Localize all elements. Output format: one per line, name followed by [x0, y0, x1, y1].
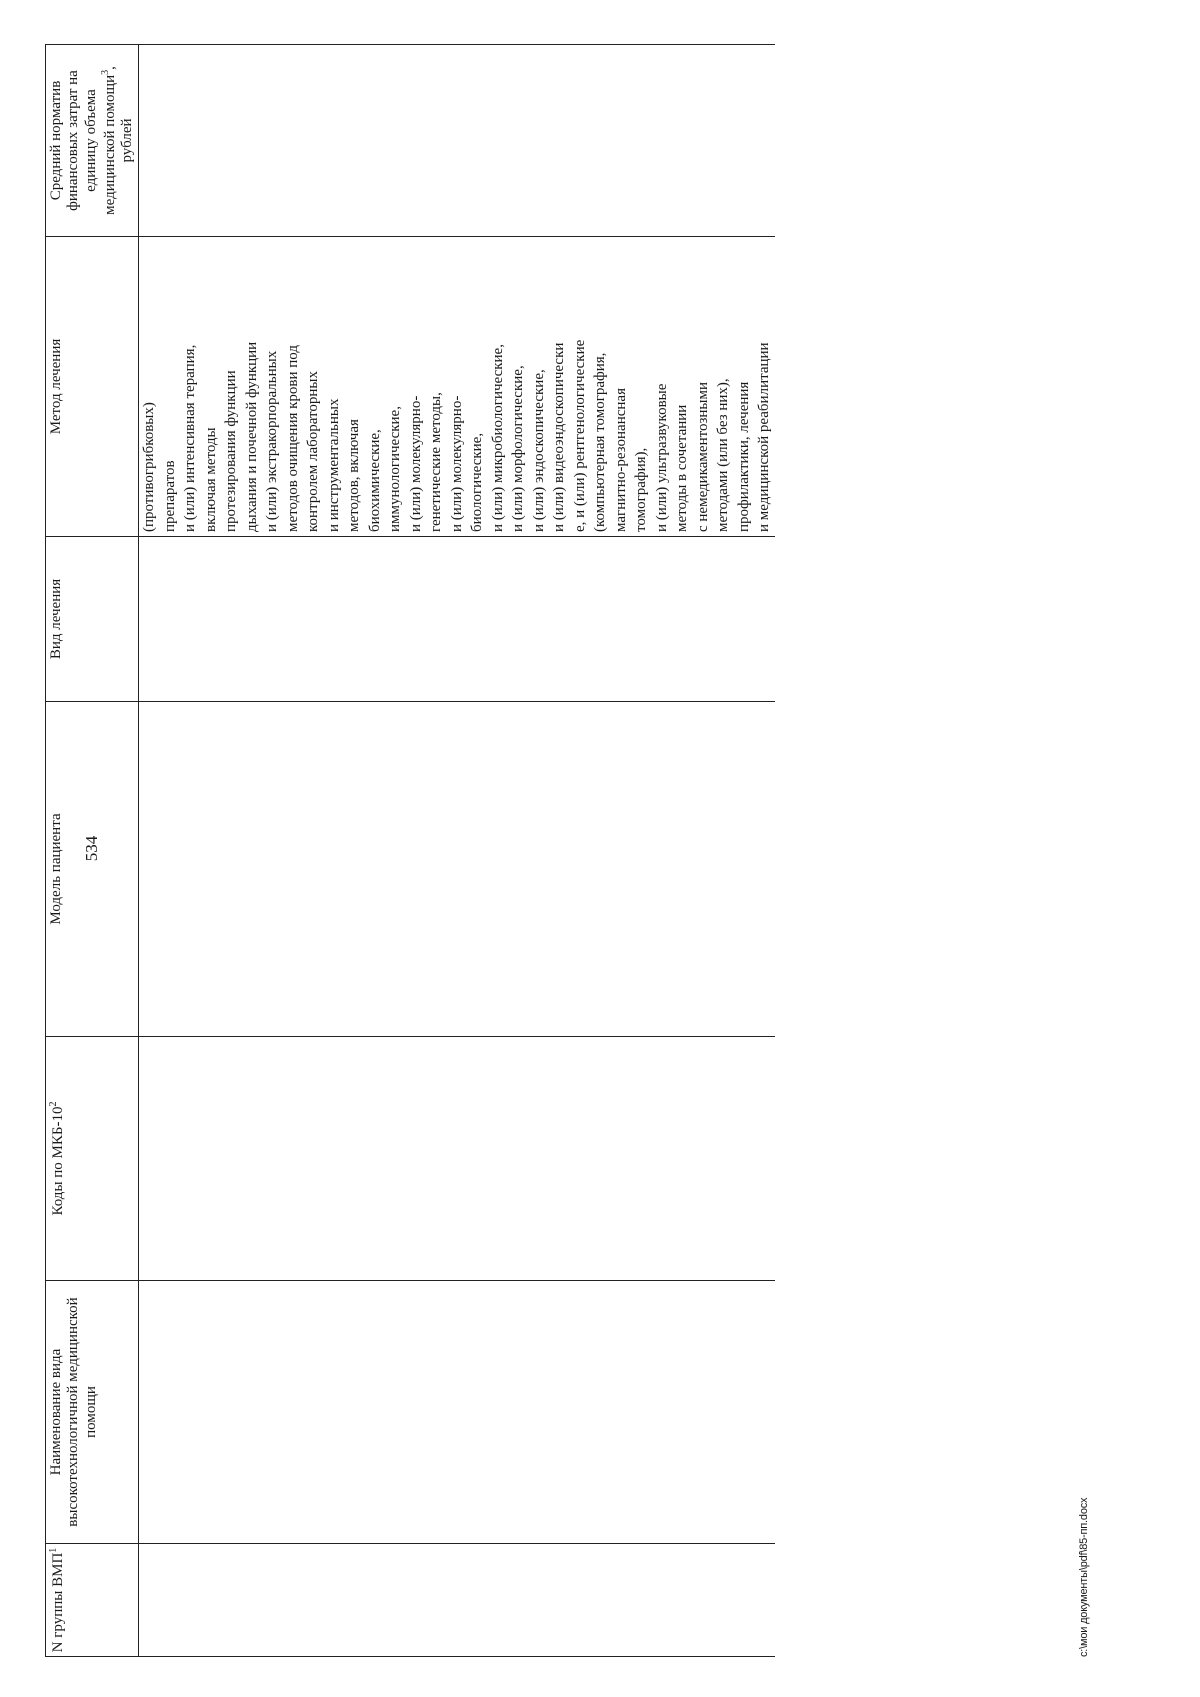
treatment-method-line: и медицинской реабилитации: [756, 342, 773, 532]
treatment-method-line: и (или) молекулярно-: [448, 395, 465, 532]
treatment-method-line: методами (или без них),: [715, 378, 732, 532]
treatment-method-line: и (или) интенсивная терапия,: [182, 344, 199, 532]
table-row: [139, 45, 775, 1657]
treatment-method-line: биохимические,: [366, 429, 383, 532]
treatment-method-line: и (или) микробиологические,: [489, 344, 506, 532]
cell-care-type-name: [139, 1281, 775, 1544]
treatment-method-line: (противогрибковых): [141, 402, 158, 532]
treatment-method-line: магнитно-резонансная: [612, 388, 629, 532]
header-patient-model: Модель пациента: [46, 702, 139, 1037]
treatment-method-line: профилактики, лечения: [735, 381, 752, 532]
treatment-method-line: и (или) морфологические,: [510, 365, 527, 532]
treatment-method-line: дыхания и почечной функции: [243, 341, 260, 532]
header-treatment-method: Метод лечения: [46, 237, 139, 537]
file-path-footer: c:\мои документы\pdf\85-пп.docx: [1078, 1497, 1090, 1657]
treatment-method-line: включая методы: [202, 427, 219, 532]
treatment-method-line: препаратов: [161, 460, 178, 532]
page-number: 534: [82, 835, 101, 862]
treatment-method-line: и (или) ультразвуковые: [653, 383, 670, 532]
header-care-type-name: Наименование вида высокотехнологичной медицинской помощи: [46, 1281, 139, 1544]
header-cost-standard: Средний норматив финансовых затрат на единицу объема медицинской помощи$^3$, рублей: [46, 45, 139, 237]
treatment-method-line: контролем лабораторных: [305, 371, 322, 532]
treatment-method-line: с немедикаментозными: [694, 381, 711, 532]
cell-group-number: [139, 1544, 775, 1657]
treatment-method-line: (компьютерная томография,: [592, 352, 609, 532]
header-icd-codes: Коды по МКБ-$10^2$: [46, 1037, 139, 1281]
treatment-method-line: методов очищения крови под: [284, 344, 301, 532]
treatment-method-line: и (или) видеоэндоскопически: [551, 342, 568, 532]
high-tech-care-table: [45, 44, 775, 1657]
treatment-method-line: протезирования функции: [223, 370, 240, 532]
treatment-method-line: биологические,: [469, 432, 486, 532]
table-header-row: [46, 45, 139, 1657]
treatment-method-line: и инструментальных: [325, 398, 342, 532]
cell-patient-model: [139, 702, 775, 1037]
cell-icd-codes: [139, 1037, 775, 1281]
treatment-method-text: [139, 241, 775, 532]
cell-cost-standard: [139, 45, 775, 237]
treatment-method-line: томография),: [633, 447, 650, 532]
treatment-method-line: иммунологические,: [387, 406, 404, 532]
header-treatment-type: Вид лечения: [46, 537, 139, 702]
treatment-method-line: методы в сочетании: [674, 404, 691, 532]
treatment-method-line: методов, включая: [346, 419, 363, 532]
treatment-method-line: генетические методы,: [428, 392, 445, 532]
treatment-method-line: и (или) экстракорпоральных: [264, 350, 281, 532]
cell-treatment-method: [139, 237, 775, 537]
header-group-number: N группы ВМП$^1$: [46, 1544, 139, 1657]
treatment-method-line: е, и (или) рентгенологические: [571, 339, 588, 532]
treatment-method-line: и (или) молекулярно-: [407, 395, 424, 532]
cell-treatment-type: [139, 537, 775, 702]
treatment-method-line: и (или) эндоскопические,: [530, 369, 547, 532]
